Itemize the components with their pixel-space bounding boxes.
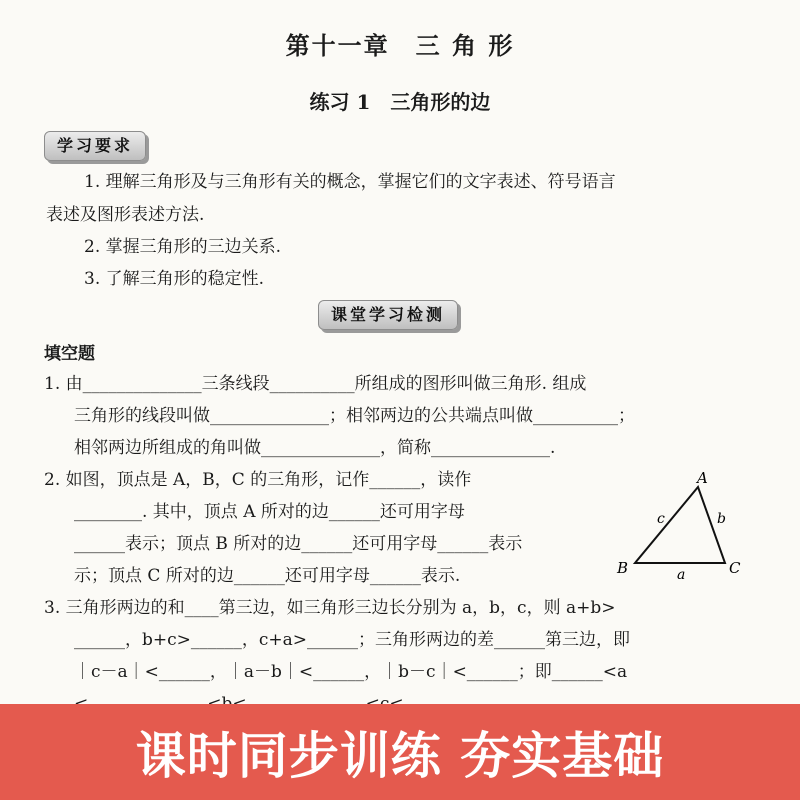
requirements-tag: 学习要求 xyxy=(44,131,146,161)
section-fill-blank: 填空题 xyxy=(44,344,95,364)
side-b-label: b xyxy=(717,511,726,527)
question-2-line-1: 2. 如图，顶点是 A，B，C 的三角形，记作______，读作 xyxy=(44,470,472,490)
requirement-1: 1. 理解三角形及与三角形有关的概念，掌握它们的文字表述、符号语言 xyxy=(84,172,616,192)
question-2-line-4: 示；顶点 C 所对的边______还可用字母______表示. xyxy=(74,566,461,586)
requirement-1-cont: 表述及图形表述方法. xyxy=(46,205,205,225)
question-2-line-2: ________. 其中，顶点 A 所对的边______还可用字母 xyxy=(74,502,465,522)
vertex-b-label: B xyxy=(617,559,629,577)
requirement-2: 2. 掌握三角形的三边关系. xyxy=(84,237,282,257)
banner-text: 课时同步训练 夯实基础 xyxy=(135,727,665,785)
vertex-a-label: A xyxy=(697,469,708,487)
triangle-figure xyxy=(605,465,755,585)
promo-banner xyxy=(0,704,800,800)
question-3-line-3: ｜c－a｜<______，｜a－b｜<______，｜b－c｜<______；即______<a xyxy=(74,662,628,682)
question-3-line-1: 3. 三角形两边的和____第三边，如三角形三边长分别为 a，b，c，则 a+b> xyxy=(44,598,616,618)
vertex-c-label: C xyxy=(729,559,741,577)
side-c-label: c xyxy=(657,511,665,527)
question-3-line-2: ______，b+c>______，c+a>______；三角形两边的差______第三边，即 xyxy=(74,630,631,650)
question-2-line-3: ______表示；顶点 B 所对的边______还可用字母______表示 xyxy=(74,534,523,554)
side-a-label: a xyxy=(677,567,686,583)
question-1-line-3: 相邻两边所组成的角叫做______________，简称______________. xyxy=(74,438,556,458)
requirement-3: 3. 了解三角形的稳定性. xyxy=(84,269,265,289)
question-1-line-2: 三角形的线段叫做______________；相邻两边的公共端点叫做__________； xyxy=(74,406,635,426)
triangle-shape xyxy=(635,487,725,563)
question-1-line-1: 1. 由______________三条线段__________所组成的图形叫做三角形. 组成 xyxy=(44,374,587,394)
exercise-title: 练习 1 三角形的边 xyxy=(309,90,491,114)
classroom-check-tag: 课堂学习检测 xyxy=(318,300,458,330)
chapter-title: 第十一章 三 角 形 xyxy=(285,31,515,60)
